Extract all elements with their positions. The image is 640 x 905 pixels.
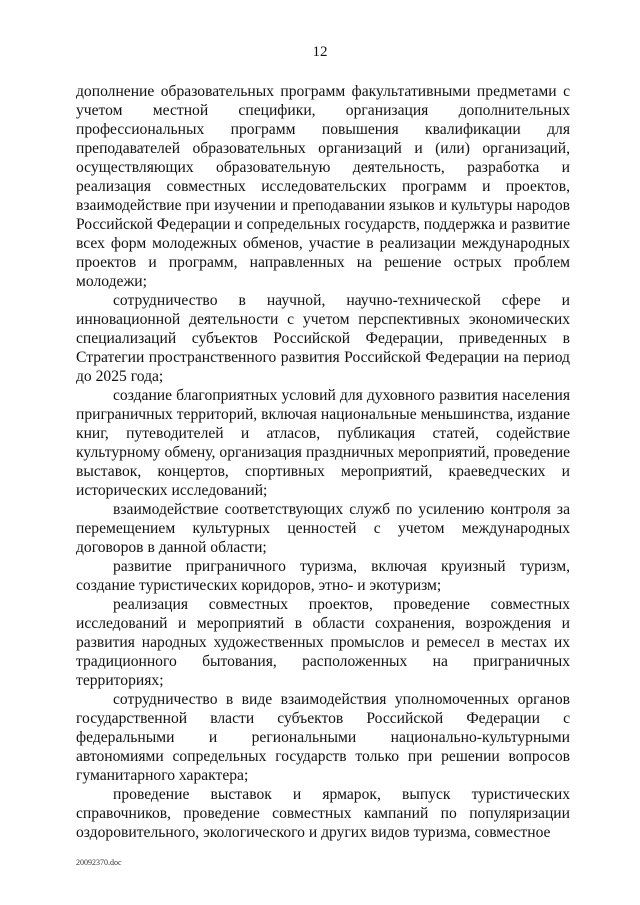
document-body <box>76 82 570 842</box>
paragraph-5: развитие приграничного туризма, включая круизный туризм, создание туристических коридоров, этно- и экотуризм; <box>76 558 570 594</box>
paragraph-2: сотрудничество в научной, научно-технической сфере и инновационной деятельности с учетом перспективных экономических специализаций субъектов Российской Федерации, приведенных в Стратегии пространственного развития Российской Федерации на период до 2025 года; <box>76 292 570 385</box>
footer-filename: 20092370.doc <box>76 858 122 867</box>
paragraph-1: дополнение образовательных программ факультативными предметами с учетом местной специфики, организация дополнительных профессиональных программ повышения квалификации для преподавателей образовательных организаций и (или) организаций, осуществляющих образовательную деятельность, разработка и реализация совместных исследовательских программ и проектов, взаимодействие при изучении и преподавании языков и культуры народов Российской Федерации и сопредельных государств, поддержка и развитие всех форм молодежных обменов, участие в реализации международных проектов и программ, направленных на решение острых проблем молодежи; <box>76 83 570 290</box>
paragraph-7: сотрудничество в виде взаимодействия уполномоченных органов государственной власти субъектов Российской Федерации с федеральными и региональными национально-культурными автономиями сопредельных государств только при решении вопросов гуманитарного характера; <box>76 691 570 784</box>
paragraph-4: взаимодействие соответствующих служб по усилению контроля за перемещением культурных ценностей с учетом международных договоров в данной области; <box>76 501 570 556</box>
paragraph-3: создание благоприятных условий для духовного развития населения приграничных территорий, включая национальные меньшинства, издание книг, путеводителей и атласов, публикация статей, содействие культурному обмену, организация праздничных мероприятий, проведение выставок, концертов, спортивных мероприятий, краеведческих и исторических исследований; <box>76 387 570 499</box>
paragraph-8: проведение выставок и ярмарок, выпуск туристических справочников, проведение совместных кампаний по популяризации оздоровительного, экологического и других видов туризма, совместное <box>76 786 570 841</box>
page-number: 12 <box>312 44 328 60</box>
paragraph-6: реализация совместных проектов, проведение совместных исследований и мероприятий в области сохранения, возрождения и развития народных художественных промыслов и ремесел в местах их традиционного бытования, расположенных на приграничных территориях; <box>76 596 570 689</box>
